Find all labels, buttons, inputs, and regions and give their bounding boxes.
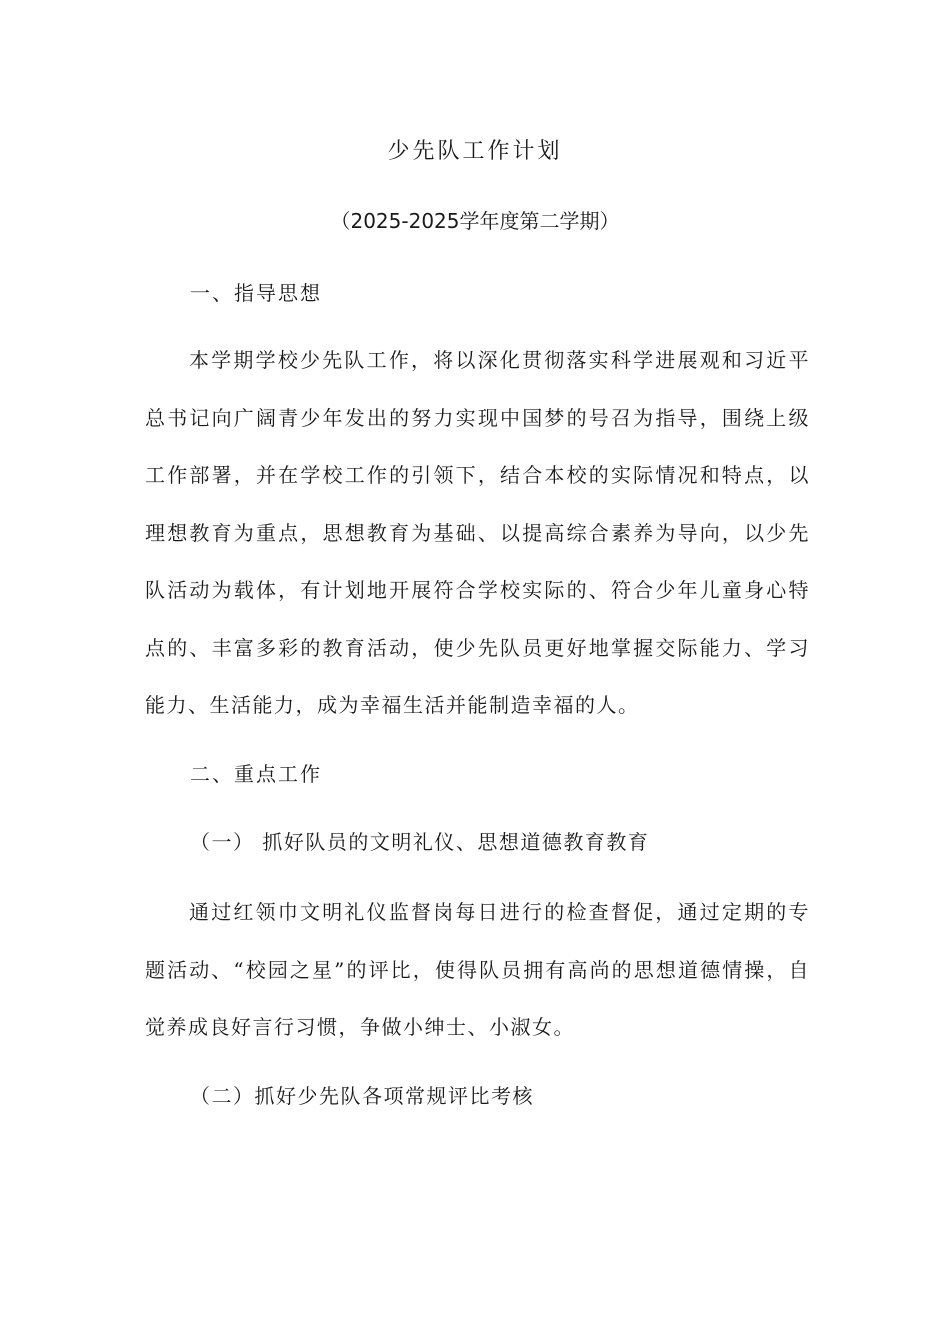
subsection-heading-evaluation: （二）抓好少先队各项常规评比考核 bbox=[190, 1084, 534, 1108]
section-heading-key-work: 二、重点工作 bbox=[190, 762, 322, 786]
subsection-heading-etiquette: （一） 抓好队员的文明礼仪、思想道德教育教育 bbox=[190, 830, 650, 854]
document-subtitle: （2025-2025学年度第二学期） bbox=[330, 209, 620, 233]
section-paragraph-guiding-ideology: 本学期学校少先队工作，将以深化贯彻落实科学进展观和习近平总书记向广阔青少年发出的努力实现中国梦的号召为指导，围绕上级工作部署，并在学校工作的引领下，结合本校的实际情况和特点，以理想教育为重点，思想教育为基础、以提高综合素养为导向，以少先队活动为载体，有计划地开展符合学校实际的、符合少年儿童身心特点的、丰富多彩的教育活动，使少先队员更好地掌握交际能力、学习能力、生活能力，成为幸福生活并能制造幸福的人。 bbox=[145, 348, 810, 717]
section-heading-guiding-ideology: 一、指导思想 bbox=[190, 281, 322, 305]
subsection-paragraph-etiquette: 通过红领巾文明礼仪监督岗每日进行的检查督促，通过定期的专题活动、“校园之星”的评比，使得队员拥有高尚的思想道德情操，自觉养成良好言行习惯，争做小绅士、小淑女。 bbox=[145, 900, 810, 1039]
document-title: 少先队工作计划 bbox=[387, 139, 563, 164]
